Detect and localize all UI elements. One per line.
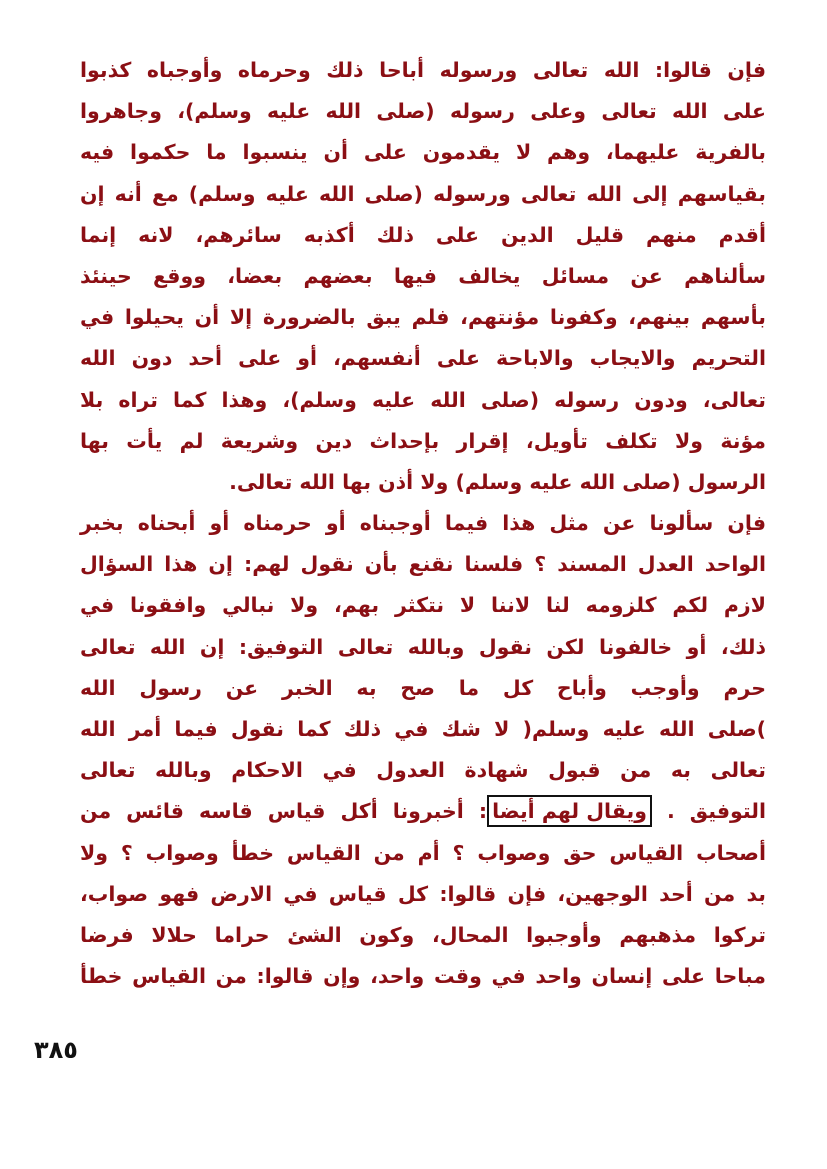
- text-line: تركوا مذهبهم وأوجبوا المحال، وكون الشئ حراما حلالا فرضا: [80, 922, 766, 947]
- text-line: تعالى، ودون رسوله (صلى الله عليه وسلم)، وهذا كما تراه بلا: [80, 387, 766, 412]
- text-line: بالفرية عليهما، وهم لا يقدمون على أن ينسبوا ما حكموا فيه: [80, 140, 766, 165]
- text-line: على الله تعالى وعلى رسوله (صلى الله عليه وسلم)، وجاهروا: [80, 99, 766, 124]
- text-fragment: التوفيق .: [666, 799, 767, 824]
- text-line: حرم وأوجب وأباح كل ما صح به الخبر عن رسول الله: [80, 675, 766, 700]
- text-line: تعالى به من قبول شهادة العدول في الاحكام وبالله تعالى: [80, 758, 766, 783]
- text-line: فإن سألونا عن مثل هذا فيما أوجبناه أو حرمناه أو أبحناه بخبر: [80, 511, 766, 536]
- page-number: ٣٨٥: [34, 1036, 78, 1064]
- text-line: فإن قالوا: الله تعالى ورسوله أباحا ذلك وحرماه وأوجباه كذبوا: [80, 58, 766, 82]
- body-text: [80, 50, 766, 997]
- text-line: أقدم منهم قليل الدين على ذلك أكذبه سائرهم، لانه إنما: [80, 222, 766, 247]
- text-line: ذلك، أو خالفونا لكن نقول وبالله تعالى التوفيق: إن الله تعالى: [80, 634, 766, 659]
- text-line: بد من أحد الوجهين، فإن قالوا: كل قياس في الارض فهو صواب،: [80, 881, 766, 906]
- text-line: أصحاب القياس حق وصواب ؟ أم من القياس خطأ وصواب ؟ ولا: [80, 840, 766, 865]
- text-line: مؤنة ولا تكلف تأويل، إقرار بإحداث دين وشريعة لم يأت بها: [80, 428, 766, 453]
- text-line-with-box: [80, 791, 766, 832]
- text-line: الواحد العدل المسند ؟ فلسنا نقنع بأن نقول لهم: إن هذا السؤال: [80, 552, 766, 577]
- text-line: بأسهم بينهم، وكفونا مؤنتهم، فلم يبق بالضرورة إلا أن يحيلوا في: [80, 305, 766, 330]
- text-line: التحريم والايجاب والاباحة على أنفسهم، أو على أحد دون الله: [80, 346, 766, 371]
- text-fragment: : أخبرونا أكل قياس قاسه قائس من: [80, 799, 488, 824]
- text-line: الرسول (صلى الله عليه وسلم) ولا أذن بها الله تعالى.: [229, 469, 766, 494]
- text-line: بقياسهم إلى الله تعالى ورسوله (صلى الله عليه وسلم) مع أنه إن: [80, 181, 766, 206]
- text-line: سألناهم عن مسائل يخالف فيها بعضهم بعضا، ووقع حينئذ: [80, 263, 766, 288]
- boxed-phrase: ويقال لهم أيضا: [487, 795, 652, 827]
- text-line: )صلى الله عليه وسلم( لا شك في ذلك كما نقول فيما أمر الله: [80, 717, 766, 741]
- text-line: لازم لكم كلزومه لنا لاننا لا نتكثر بهم، ولا نبالي وافقونا في: [80, 593, 766, 618]
- text-line: مباحا على إنسان واحد في وقت واحد، وإن قالوا: من القياس خطأ: [80, 964, 766, 989]
